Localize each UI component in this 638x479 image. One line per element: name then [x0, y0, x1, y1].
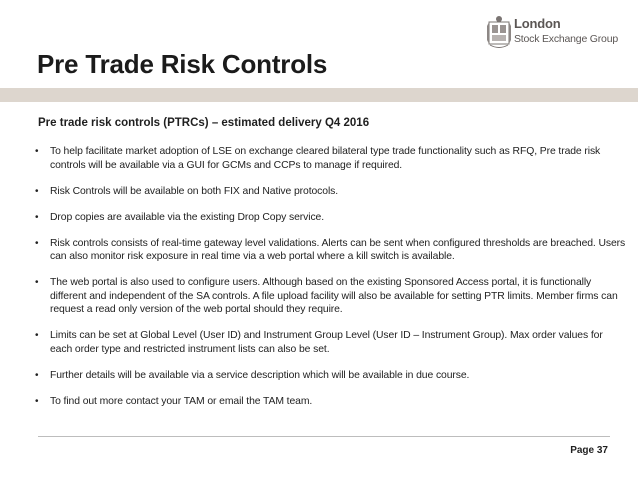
company-logo [486, 14, 632, 54]
page-title: Pre Trade Risk Controls [37, 49, 328, 79]
section-heading: Pre trade risk controls (PTRCs) – estimated delivery Q4 2016 [38, 117, 370, 129]
bullet-item: • Risk Controls will be available on both FIX and Native protocols. [30, 185, 626, 199]
bullet-item: • Risk controls consists of real-time gateway level validations. Alerts can be sent when configured thresholds are breached. Users can also monitor risk exposure in real time via a web portal where a kill switch is available. [30, 237, 626, 264]
bullet-item: • To find out more contact your TAM or email the TAM team. [30, 395, 626, 409]
page-number: Page 37 [570, 445, 608, 456]
logo-text-stock-exchange-group: Stock Exchange Group [514, 33, 618, 45]
logo-text-london: London [514, 16, 561, 31]
footer-divider [38, 436, 610, 437]
bullet-item: • Limits can be set at Global Level (User ID) and Instrument Group Level (User ID – Instrument Group). Max order values for each order type and restricted instrument lists can also be set. [30, 329, 626, 356]
bullet-item: • To help facilitate market adoption of LSE on exchange cleared bilateral type trade functionality such as RFQ, Pre trade risk controls will be available via a GUI for GCMs and CCPs to manage if required. [30, 145, 626, 172]
title-underline-bar [0, 88, 638, 102]
bullet-item: • Drop copies are available via the existing Drop Copy service. [30, 211, 626, 225]
lseg-crest-icon [486, 14, 512, 50]
bullet-list [30, 145, 626, 421]
bullet-item: • The web portal is also used to configure users. Although based on the existing Sponsored Access portal, it is functionally different and independent of the SA controls. A file upload facility will also be available for setting PTR limits. Member firms can request a read only version of the web portal should they require. [30, 276, 626, 317]
bullet-item: • Further details will be available via a service description which will be available in due course. [30, 369, 626, 383]
